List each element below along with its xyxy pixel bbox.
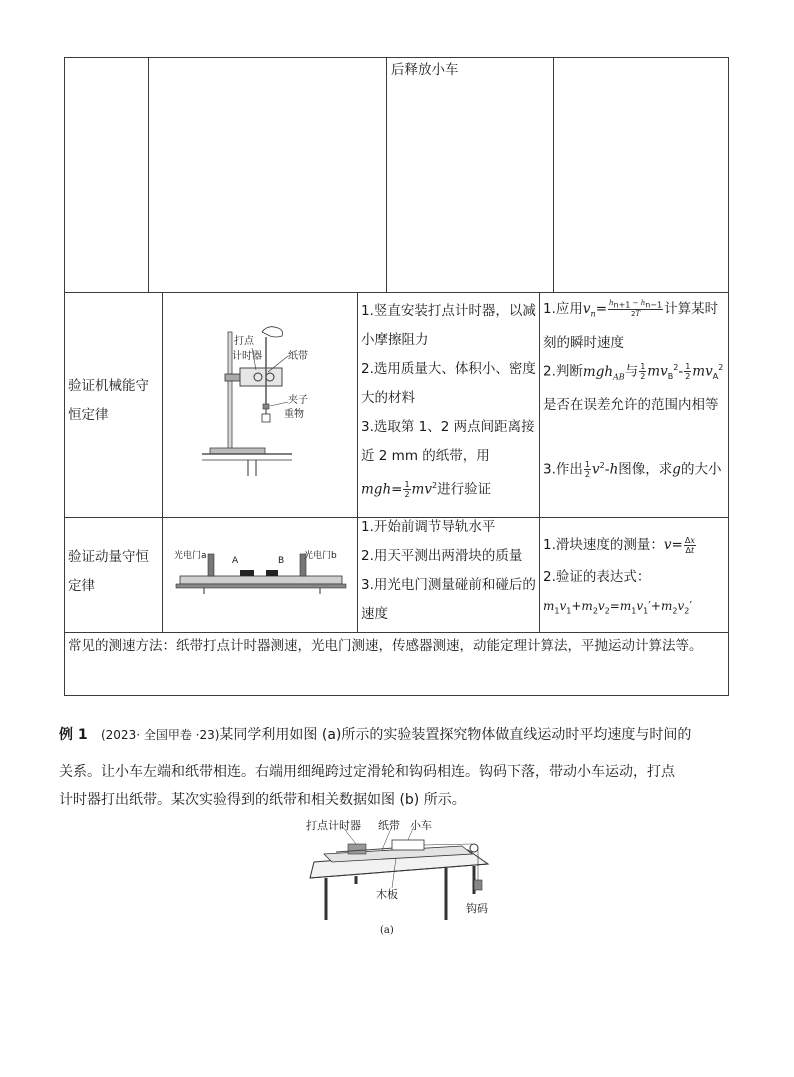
row2-method-1: 1.应用$v_n=$ $\frac{h_{n+1} - h_{n-1}}{2T}$ 计算某时刻的瞬时速度 bbox=[543, 298, 719, 351]
label-gate-b: 光电门b bbox=[304, 551, 337, 561]
label-weight: 重物 bbox=[284, 409, 304, 420]
label-dadian: 打点 bbox=[234, 336, 254, 347]
label-tape: 纸带 bbox=[288, 351, 308, 362]
row3-formula: $m_1v_1+m_2v_2=m_1v_1'+m_2v_2'$ bbox=[543, 599, 693, 616]
label-car-a: 小车 bbox=[410, 819, 432, 832]
label-timer-a: 打点计时器 bbox=[306, 819, 361, 832]
example-source: (2023· 全国甲卷 ·23) bbox=[100, 728, 220, 742]
figure-a-apparatus bbox=[296, 814, 496, 938]
summary-text: 常见的测速方法：纸带打点计时器测速，光电门测速，传感器测速，动能定理计算法，平抛运动计算法等。 bbox=[68, 638, 703, 654]
label-tape-a: 纸带 bbox=[378, 819, 400, 832]
label-board-a: 木板 bbox=[376, 888, 398, 901]
row1-text: 后释放小车 bbox=[391, 62, 459, 78]
row2-experiment-name: 验证机械能守恒定律 bbox=[68, 378, 149, 423]
row3-experiment-name: 验证动量守恒定律 bbox=[68, 549, 149, 594]
label-b: B bbox=[278, 556, 285, 566]
row2-note-3: 3.选取第 1、2 两点间距离接近 2 mm 的纸带，用 bbox=[361, 419, 535, 464]
label-a: A bbox=[232, 556, 239, 566]
example-label: 例 1 bbox=[59, 727, 88, 743]
row3-note-1: 1.开始前调节导轨水平 bbox=[361, 519, 496, 535]
row2-method-3: 3.作出 $\frac{1}{2}$ $v^2-h$图像，求g的大小 bbox=[543, 460, 722, 479]
free-fall-apparatus-figure bbox=[170, 312, 350, 482]
row2-note-1: 1.竖直安装打点计时器，以减小摩擦阻力 bbox=[361, 303, 536, 348]
row3-note-2: 2.用天平测出两滑块的质量 bbox=[361, 548, 523, 564]
row2-method-2: 2.判断mgh$_{AB}$与 $\frac{1}{2}$ $mv_B^2-$ $\frac{1}{2}$ $mv_A^2$是否在误差允许的范围内相等 bbox=[543, 362, 724, 414]
label-gate-a: 光电门a bbox=[174, 551, 207, 561]
row2-note-4: mgh= $\frac{1}{2}$ $mv^2$进行验证 bbox=[361, 480, 492, 499]
row3-note-3: 3.用光电门测量碰前和碰后的速度 bbox=[361, 577, 536, 622]
label-clip: 夹子 bbox=[288, 395, 308, 406]
label-hook-a: 钩码 bbox=[466, 902, 488, 915]
example-line-1: 例 1 (2023· 全国甲卷 ·23)某同学利用如图 (a)所示的实验装置探究物体做直线运动时平均速度与时间的 bbox=[59, 727, 692, 743]
row3-method-2: 2.验证的表达式： bbox=[543, 569, 651, 585]
air-track-figure bbox=[172, 542, 348, 600]
row2-note-2: 2.选用质量大、体积小、密度大的材料 bbox=[361, 361, 536, 406]
example-line-2: 关系。让小车左端和纸带相连。右端用细绳跨过定滑轮和钩码相连。钩码下落，带动小车运动，打点 bbox=[59, 764, 675, 780]
row3-method-1: 1.滑块速度的测量：v= $\frac{\Delta x}{\Delta t}$ bbox=[543, 535, 695, 555]
example-line-3: 计时器打出纸带。某次实验得到的纸带和相关数据如图 (b) 所示。 bbox=[59, 792, 466, 808]
label-timer: 计时器 bbox=[232, 351, 262, 362]
figure-a-caption: (a) bbox=[380, 925, 394, 936]
